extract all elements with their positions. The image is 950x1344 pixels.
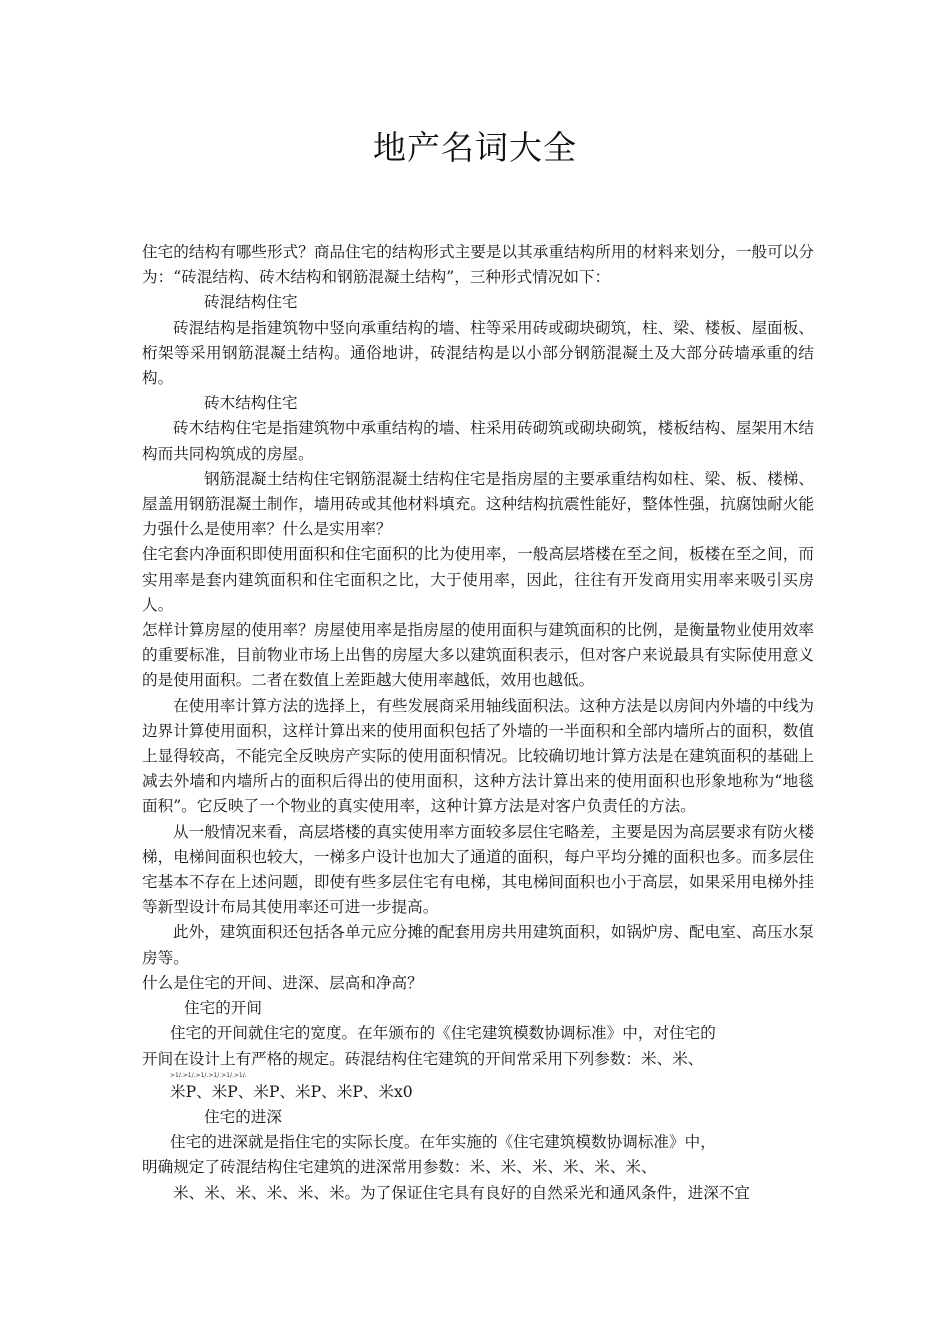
section-heading: 住宅的进深	[204, 1107, 282, 1126]
paragraph: 什么是住宅的开间、进深、层高和净高？	[142, 973, 423, 992]
document-body	[142, 240, 814, 1206]
section-heading: 住宅的开间	[184, 999, 262, 1018]
paragraph-line: 开间在设计上有严格的规定。砖混结构住宅建筑的开间常采用下列参数：米、米、	[142, 1049, 704, 1068]
paragraph: 在使用率计算方法的选择上，有些发展商采用轴线面积法。这种方法是以房间内外墙的中线为边界计算使用面积，这样计算出来的使用面积包括了外墙的一半面积和全部内墙所占的面积，数值上显得较高，不能完全反映房产实际的使用面积情况。比较确切地计算方法是在建筑面积的基础上减去外墙和内墙所占的面积后得出的使用面积，这种方法计算出来的使用面积也形象地称为“地毯面积”。它反映了一个物业的真实使用率，这种计算方法是对客户负责任的方法。	[142, 696, 814, 816]
paragraph: 从一般情况来看，高层塔楼的真实使用率方面较多层住宅略差，主要是因为高层要求有防火楼梯，电梯间面积也较大，一梯多户设计也加大了通道的面积，每户平均分摊的面积也多。而多层住宅基本不存在上述问题，即使有些多层住宅有电梯，其电梯间面积也小于高层，如果采用电梯外挂等新型设计布局其使用率还可进一步提高。	[142, 822, 814, 917]
small-annotation: >1/.>1/.>1/.>1/.>1/.>1/.	[170, 1071, 247, 1079]
page-title: 地产名词大全	[373, 128, 577, 167]
section-heading: 砖混结构住宅	[204, 293, 298, 312]
paragraph-line: 住宅的进深就是指住宅的实际长度。在年实施的《住宅建筑模数协调标准》中，	[170, 1133, 716, 1152]
paragraph: 怎样计算房屋的使用率？房屋使用率是指房屋的使用面积与建筑面积的比例，是衡量物业使用效率的重要标准，目前物业市场上出售的房屋大多以建筑面积表示，但对客户来说最具有实际使用意义的是使用面积。二者在数值上差距越大使用率越低，效用也越低。	[142, 621, 814, 690]
section-heading: 砖木结构住宅	[204, 394, 298, 413]
paragraph: 砖混结构是指建筑物中竖向承重结构的墙、柱等采用砖或砌块砌筑，柱、梁、楼板、屋面板、桁架等采用钢筋混凝土结构。通俗地讲，砖混结构是以小部分钢筋混凝土及大部分砖墙承重的结构。	[142, 318, 814, 388]
paragraph-line: 明确规定了砖混结构住宅建筑的进深常用参数：米、米、米、米、米、米、	[142, 1158, 657, 1177]
paragraph: 住宅的结构有哪些形式？商品住宅的结构形式主要是以其承重结构所用的材料来划分，一般可以分为：“砖混结构、砖木结构和钢筋混凝土结构”，三种形式情况如下：	[142, 243, 814, 287]
paragraph: 砖木结构住宅是指建筑物中承重结构的墙、柱采用砖砌筑或砌块砌筑，楼板结构、屋架用木结构而共同构筑成的房屋。	[142, 419, 814, 463]
paragraph: 此外，建筑面积还包括各单元应分摊的配套用房共用建筑面积，如锅炉房、配电室、高压水泵房等。	[142, 923, 814, 967]
paragraph: 住宅套内净面积即使用面积和住宅面积的比为使用率，一般高层塔楼在至之间，板楼在至之间，而实用率是套内建筑面积和住宅面积之比，大于使用率，因此，往往有开发商用实用率来吸引买房人。	[142, 545, 814, 614]
paragraph-line: 住宅的开间就住宅的宽度。在年颁布的《住宅建筑模数协调标准》中，对住宅的	[170, 1024, 716, 1043]
paragraph-line: 米、米、米、米、米、米。为了保证住宅具有良好的自然采光和通风条件，进深不宜	[173, 1183, 750, 1202]
paragraph-line: 米P、米P、米P、米P、米P、米x0	[170, 1082, 413, 1101]
paragraph: 钢筋混凝土结构住宅钢筋混凝土结构住宅是指房屋的主要承重结构如柱、梁、板、楼梯、屋盖用钢筋混凝土制作，墙用砖或其他材料填充。这种结构抗震性能好，整体性强，抗腐蚀耐火能力强什么是使用率？什么是实用率？	[142, 469, 814, 539]
